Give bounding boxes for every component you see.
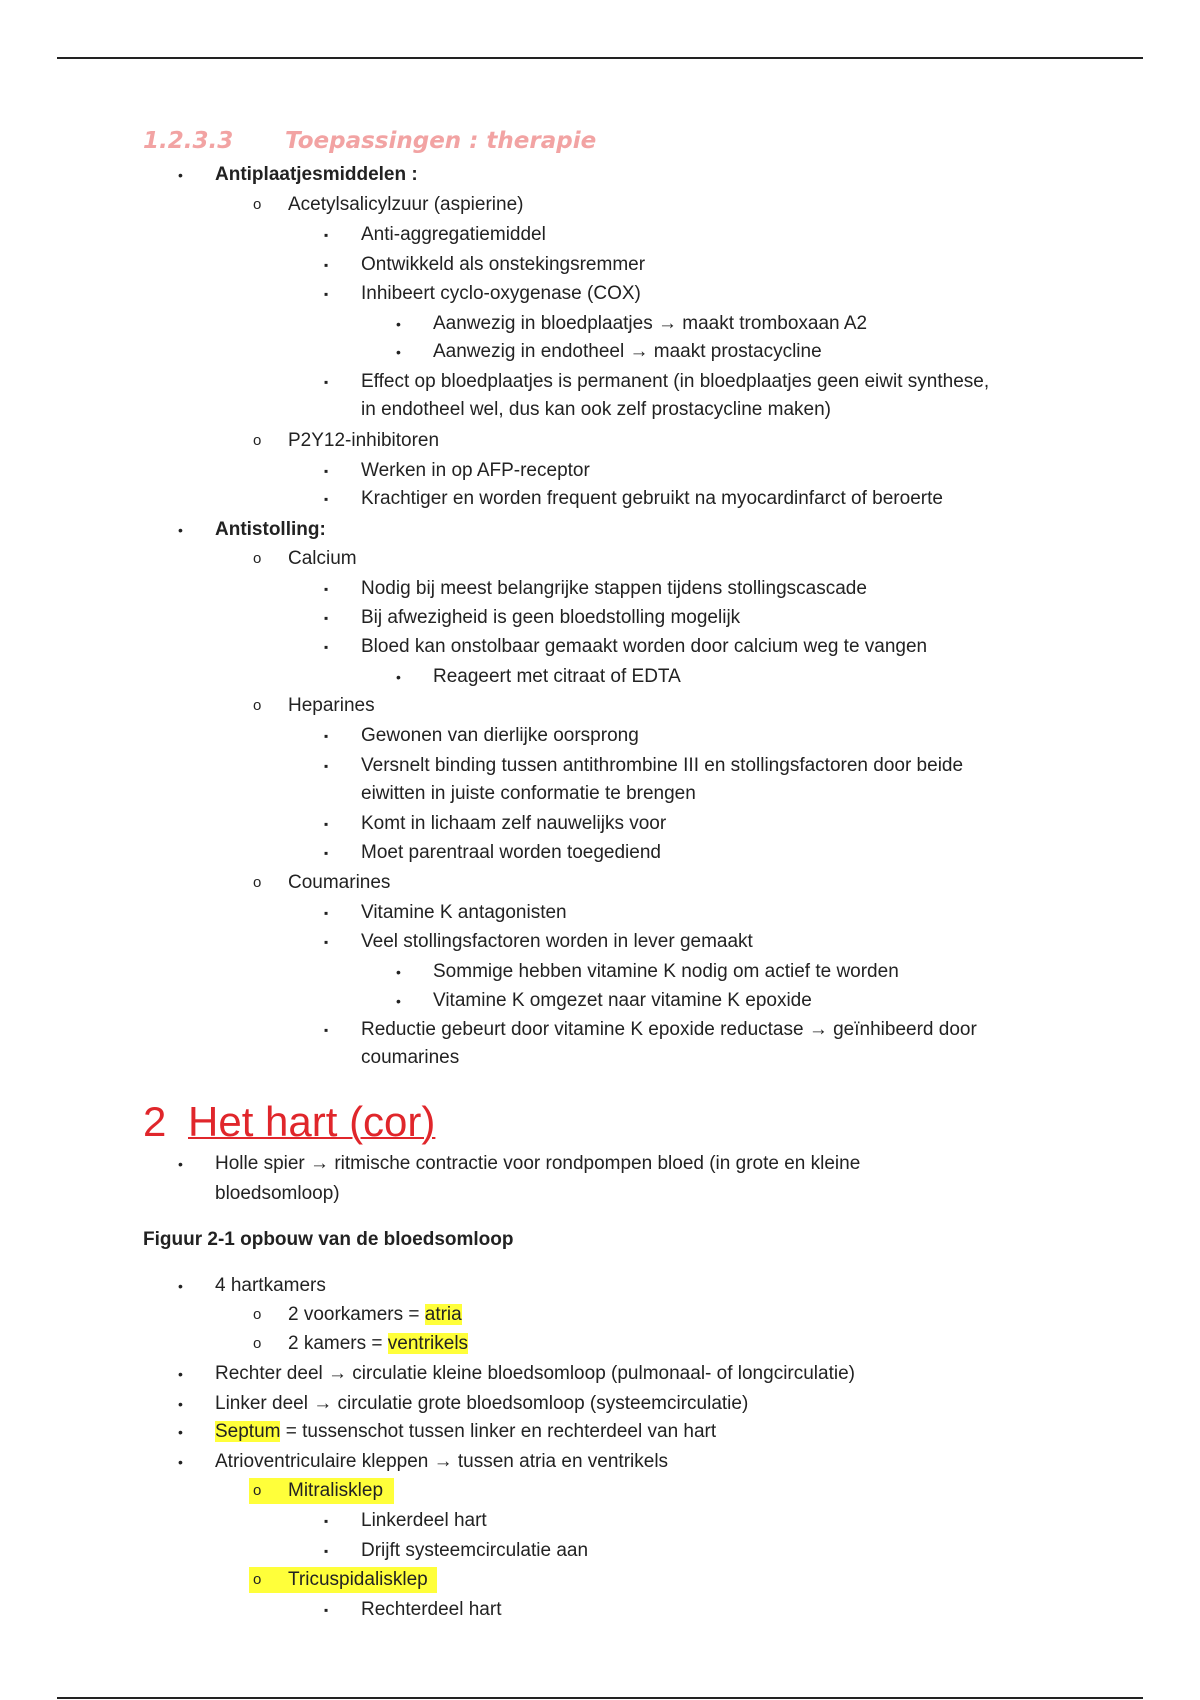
bullet-icon: o [253,1335,262,1352]
highlighted-term: atria [424,1304,462,1325]
bullet-icon: • [178,1156,183,1172]
bullet-icon: • [396,993,401,1009]
bullet-icon: ▪ [324,729,329,743]
bullet-icon: • [178,167,183,183]
section-heading [143,128,596,154]
list-item: Linker deel → circulatie grote bloedsomloop (systeemcirculatie) [215,1393,749,1414]
bullet-icon: • [178,1454,183,1470]
bullet-icon: ▪ [324,1603,329,1617]
bullet-icon: ▪ [324,935,329,949]
bullet-icon: o [253,1306,262,1323]
list-item-p2y12: P2Y12-inhibitoren [288,430,440,451]
list-item: Nodig bij meest belangrijke stappen tijdens stollingscascade [361,578,867,599]
figure-caption: Figuur 2-1 opbouw van de bloedsomloop [143,1229,514,1250]
list-item: Bij afwezigheid is geen bloedstolling mogelijk [361,607,741,628]
bullet-icon: ▪ [324,287,329,301]
list-item: Inhibeert cyclo-oxygenase (COX) [361,283,641,304]
list-item-coumarines: Coumarines [288,872,391,893]
list-item-continuation: bloedsomloop) [215,1183,340,1204]
list-item: Linkerdeel hart [361,1510,487,1531]
header-rule [57,57,1143,59]
list-item: Veel stollingsfactoren worden in lever gemaakt [361,931,753,952]
bullet-icon: o [253,874,262,891]
chapter-heading [143,1098,435,1146]
bullet-icon: ▪ [324,582,329,596]
list-item: Reageert met citraat of EDTA [433,666,681,687]
list-item: Komt in lichaam zelf nauwelijks voor [361,813,667,834]
bullet-icon: • [396,316,401,332]
bullet-icon: ▪ [324,1514,329,1528]
list-item: Ontwikkeld als onstekingsremmer [361,254,646,275]
list-item: Rechter deel → circulatie kleine bloedsomloop (pulmonaal- of longcirculatie) [215,1363,855,1384]
bullet-icon: • [178,1396,183,1412]
section-number: 1.2.3.3 [143,128,234,154]
bullet-icon: • [178,1424,183,1440]
bullet-icon: • [396,964,401,980]
footer-rule [57,1697,1143,1699]
list-item: Drijft systeemcirculatie aan [361,1540,589,1561]
section-title: Toepassingen : therapie [285,128,597,154]
list-item-antiplaatjes: Antiplaatjesmiddelen : [215,164,418,185]
list-item-tricuspidalisklep: Tricuspidalisklep [288,1569,428,1590]
bullet-icon: ▪ [324,228,329,242]
bullet-icon: ▪ [324,375,329,389]
list-item: Reductie gebeurt door vitamine K epoxide reductase → geïnhibeerd door [361,1019,977,1040]
list-item: Vitamine K antagonisten [361,902,567,923]
list-item: Krachtiger en worden frequent gebruikt na myocardinfarct of beroerte [361,488,943,509]
bullet-icon: ▪ [324,492,329,506]
bullet-icon: ▪ [324,464,329,478]
list-item-voorkamers [288,1302,462,1328]
chapter-title: Het hart (cor) [188,1098,436,1145]
list-item: Aanwezig in bloedplaatjes → maakt tromboxaan A2 [433,313,868,334]
bullet-icon: ▪ [324,1544,329,1558]
highlighted-term: ventrikels [387,1333,469,1354]
bullet-icon: ▪ [324,759,329,773]
list-item-continuation: in endotheel wel, dus kan ook zelf prostacycline maken) [361,399,831,420]
list-item: Versnelt binding tussen antithrombine III en stollingsfactoren door beide [361,755,964,776]
bullet-icon: ▪ [324,640,329,654]
bullet-icon: • [178,1366,183,1382]
list-item: Aanwezig in endotheel → maakt prostacycline [433,341,822,362]
bullet-icon: o [253,1571,262,1588]
list-item: Rechterdeel hart [361,1599,502,1620]
list-item: Vitamine K omgezet naar vitamine K epoxide [433,990,812,1011]
list-item-antistolling: Antistolling: [215,519,326,540]
list-item: 4 hartkamers [215,1275,326,1296]
bullet-icon: o [253,432,262,449]
list-item-kamers [288,1331,468,1357]
list-item-text: 2 kamers = [288,1333,388,1354]
list-item: Bloed kan onstolbaar gemaakt worden door calcium weg te vangen [361,636,928,657]
bullet-icon: ▪ [324,1023,329,1037]
bullet-icon: o [253,196,262,213]
chapter-number: 2 [143,1098,167,1145]
list-item-mitralisklep: Mitralisklep [288,1480,384,1501]
list-item-continuation: coumarines [361,1047,460,1068]
bullet-icon: • [396,669,401,685]
list-item-calcium: Calcium [288,548,357,569]
list-item: Gewonen van dierlijke oorsprong [361,725,639,746]
bullet-icon: ▪ [324,906,329,920]
list-item: Holle spier → ritmische contractie voor rondpompen bloed (in grote en kleine [215,1153,861,1174]
bullet-icon: o [253,1482,262,1499]
list-item-septum [215,1419,716,1445]
bullet-icon: ▪ [324,846,329,860]
bullet-icon: • [178,522,183,538]
bullet-icon: • [178,1278,183,1294]
list-item-text: = tussenschot tussen linker en rechterdeel van hart [280,1421,717,1442]
list-item: Anti-aggregatiemiddel [361,224,546,245]
list-item-continuation: eiwitten in juiste conformatie te brengen [361,783,696,804]
list-item: Atrioventriculaire kleppen → tussen atria en ventrikels [215,1451,669,1472]
list-item-heparines: Heparines [288,695,375,716]
list-item: Sommige hebben vitamine K nodig om actief te worden [433,961,899,982]
bullet-icon: o [253,550,262,567]
bullet-icon: ▪ [324,817,329,831]
list-item: Werken in op AFP-receptor [361,460,590,481]
bullet-icon: • [396,344,401,360]
list-item-asa: Acetylsalicylzuur (aspierine) [288,194,524,215]
bullet-icon: ▪ [324,258,329,272]
highlighted-term: Septum [215,1421,281,1442]
bullet-icon: o [253,697,262,714]
bullet-icon: ▪ [324,611,329,625]
list-item: Moet parentraal worden toegediend [361,842,661,863]
list-item: Effect op bloedplaatjes is permanent (in bloedplaatjes geen eiwit synthese, [361,371,990,392]
list-item-text: 2 voorkamers = [288,1304,425,1325]
